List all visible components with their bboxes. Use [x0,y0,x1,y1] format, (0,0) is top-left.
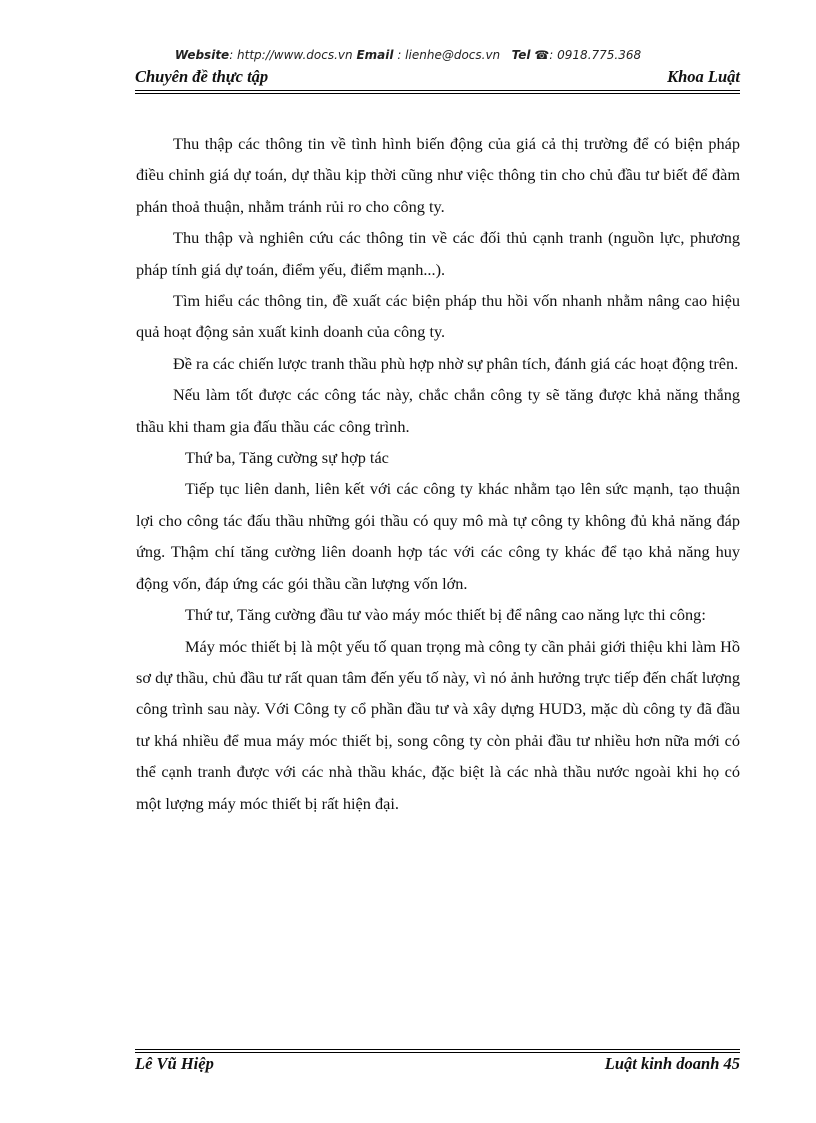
paragraph: Máy móc thiết bị là một yếu tố quan trọng mà công ty cần phải giới thiệu khi làm Hồ sơ dự thầu, chủ đầu tư rất quan tâm đến yếu tố này, vì nó ảnh hưởng trực tiếp đến chất lượng công trình sau này. Với Công ty cổ phần đầu tư và xây dựng HUD3, mặc dù công ty đã đầu tư khá nhiều để mua máy móc thiết bị, song công ty còn phải đầu tư nhiều hơn nữa mới có thể cạnh tranh được với các nhà thầu khác, đặc biệt là các nhà thầu nước ngoài khi họ có một lượng máy móc thiết bị rất hiện đại. [136,636,740,813]
paragraph: Thu thập các thông tin về tình hình biến động của giá cả thị trường để có biện pháp điều chỉnh giá dự toán, dự thầu kịp thời cũng như việc thông tin cho chủ đầu tư biết để đàm phán thoả thuận, nhằm tránh rủi ro cho công ty. [136,134,740,216]
paragraph: Tiếp tục liên danh, liên kết với các công ty khác nhằm tạo lên sức mạnh, tạo thuận lợi cho công tác đấu thầu những gói thầu có quy mô mà tự công ty không đủ khả năng đáp ứng. Thậm chí tăng cường liên doanh hợp tác với các công ty khác để tạo khả năng huy động vốn, đáp ứng các gói thầu cần lượng vốn lớn. [136,479,740,593]
tel-value: : 0918.775.368 [549,48,642,62]
paragraph: Nếu làm tốt được các công tác này, chắc chắn công ty sẽ tăng được khả năng thắng thầu khi tham gia đấu thầu các công trình. [136,385,740,436]
page-header [135,66,740,91]
website-contact-line [0,48,816,62]
page-footer [135,1054,740,1078]
paragraph: Thu thập và nghiên cứu các thông tin về các đối thủ cạnh tranh (nguồn lực, phương pháp tính giá dự toán, điểm yếu, điểm mạnh...). [136,228,740,279]
header-rule [135,93,740,94]
footer-rule [135,1052,740,1053]
website-value: : http://www.docs.vn [229,48,353,62]
document-body [136,128,740,819]
paragraph: Đề ra các chiến lược tranh thầu phù hợp nhờ sự phân tích, đánh giá các hoạt động trên. [173,353,739,373]
footer-rule [135,1049,740,1050]
footer-author: Lê Vũ Hiệp [135,1054,214,1073]
email-label: Email [356,48,394,62]
website-label: Website [174,48,230,62]
tel-label: Tel [511,48,531,62]
section-heading: Thứ tư, Tăng cường đầu tư vào máy móc thiết bị để nâng cao năng lực thi công: [185,605,706,625]
phone-icon: ☎ [534,48,550,62]
email-value: : lienhe@docs.vn [397,48,501,62]
header-title: Chuyên đề thực tập [135,67,269,86]
footer-course-page: Luật kinh doanh 45 [604,1054,740,1073]
paragraph: Tìm hiểu các thông tin, đề xuất các biện pháp thu hồi vốn nhanh nhằm nâng cao hiệu quả hoạt động sản xuất kinh doanh của công ty. [136,291,740,342]
section-heading: Thứ ba, Tăng cường sự hợp tác [185,448,389,468]
header-department: Khoa Luật [667,67,740,86]
